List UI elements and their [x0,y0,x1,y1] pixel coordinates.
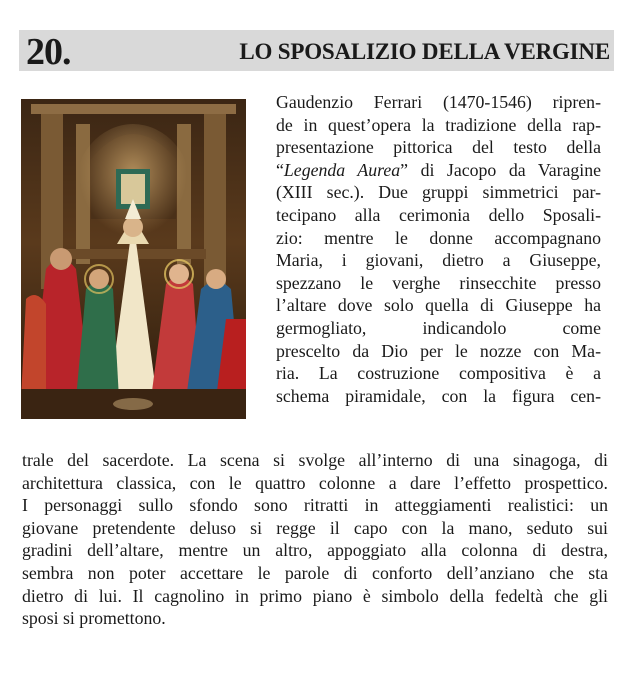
body-text-full-width [22,449,608,630]
text-line: “Legenda Aurea” di Jacopo da Varagine [276,159,602,180]
text-line: architettura classica, con le quattro colonne a dare l’effetto prospettico. [22,472,608,493]
text-line: zio: mentre le donne accompagnano [276,227,601,248]
article-title: LO SPOSALIZIO DELLA VERGINE [239,39,610,64]
body-text-right-column [276,91,601,407]
text-line: (XIII sec.). Due gruppi simmetrici par- [276,182,601,203]
painting-image [21,99,246,419]
text-line: I personaggi sullo sfondo sono ritratti in atteggiamenti realistici: un [22,495,608,516]
text-line: presentazione pittorica del testo della [276,137,601,158]
text-line: dietro di lui. Il cagnolino in primo piano è simbolo della fedeltà che gli [22,585,608,606]
text-line: Gaudenzio Ferrari (1470-1546) ripren- [276,92,601,112]
text-line: ria. La costruzione compositiva è a [276,363,601,384]
text-line: giovane pretendente deluso si regge il capo con la mano, seduto sui [22,517,608,538]
text-line: prescelto da Dio per le nozze con Ma- [276,340,601,361]
text-line: sposi si promettono. [22,608,166,629]
section-number: 20. [26,31,71,73]
text-line: schema piramidale, con la figura cen- [276,385,601,406]
text-line: sembra non poter accettare le parole di conforto dell’anziano che sta [22,562,608,583]
text-line: spezzano le verghe rinsecchite presso [276,272,601,293]
text-line: Maria, i giovani, dietro a Giuseppe, [276,250,601,271]
text-line: germogliato, indicandolo come [276,317,601,338]
text-line: tecipano alla cerimonia dello Sposali- [276,204,601,225]
text-line: l’altare dove solo quella di Giuseppe ha [276,295,601,316]
text-line: de in quest’opera la tradizione della rap- [276,114,601,135]
text-line: trale del sacerdote. La scena si svolge all’interno di una sinagoga, di [22,450,608,470]
text-line: gradini dell’altare, mentre un altro, appoggiato alla colonna di destra, [22,540,608,561]
